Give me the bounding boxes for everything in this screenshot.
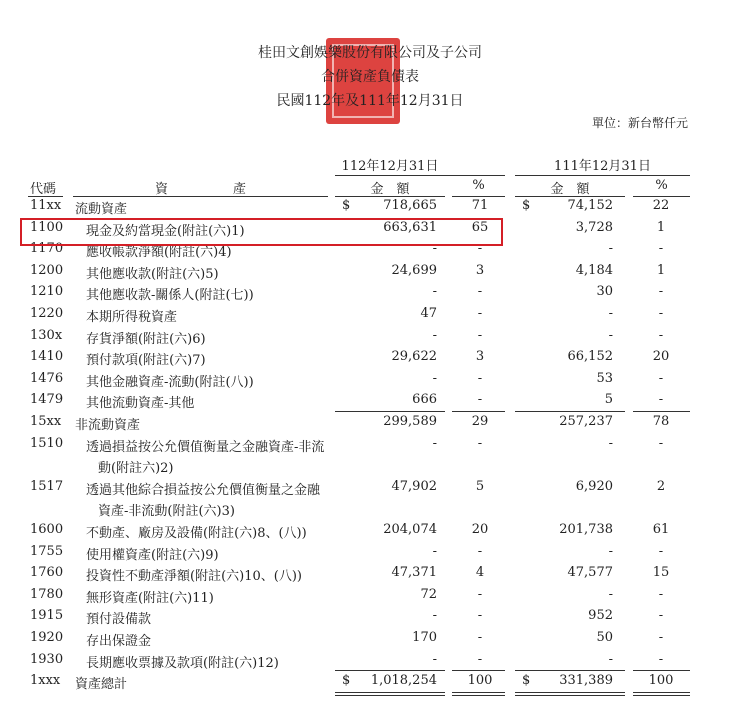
amount-112: 47,902 [391, 478, 437, 494]
percent-111: - [658, 306, 664, 321]
row-label: 透過其他綜合損益按公允價值衡量之金融 [86, 482, 321, 498]
percent-112: 3 [475, 262, 485, 278]
percent-111: - [658, 608, 664, 624]
percent-111: - [658, 651, 664, 667]
percent-112: - [477, 327, 483, 343]
row-code: 1200 [30, 262, 64, 278]
row-code: 1210 [30, 284, 64, 300]
percent-111: - [658, 630, 664, 645]
percent-112: - [477, 608, 483, 624]
unit-label: 單位：新台幣仟元 [591, 116, 688, 130]
percent-111: - [658, 435, 664, 451]
percent-111: - [658, 586, 664, 602]
amount-112: - [432, 608, 437, 624]
row-label: 流動資產 [75, 202, 128, 217]
amount-112: - [432, 327, 437, 343]
period1-header: 112年12月31日 [341, 159, 439, 174]
amount-111: 6,920 [575, 478, 613, 494]
amount-112: 170 [412, 630, 437, 645]
company-name: 桂田文創娛樂股份有限公司及子公司 [258, 45, 482, 61]
currency-symbol: $ [522, 673, 531, 689]
percent-111: - [658, 284, 664, 300]
percent-112: 20 [471, 522, 489, 537]
percent-112: 100 [467, 673, 493, 689]
percent-112: - [477, 241, 483, 257]
assets-header-right: 產 [233, 182, 247, 197]
amount-111: - [608, 435, 613, 451]
percent-111: 22 [652, 198, 670, 213]
percent-112: - [477, 630, 483, 645]
amount-112: 1,018,254 [370, 673, 437, 689]
row-label: 無形資產(附註(六)11) [86, 590, 214, 606]
row-code: 1220 [30, 306, 64, 321]
row-label: 透過損益按公允價值衡量之金融資產-非流 [86, 439, 325, 455]
row-code: 15xx [30, 414, 62, 429]
percent-112: 4 [475, 565, 485, 581]
percent-111: 1 [656, 262, 666, 278]
percent-112: - [477, 543, 483, 559]
row-code: 130x [30, 327, 63, 343]
percent-111: - [658, 543, 664, 559]
row-label: 現金及約當現金(附註(六)1) [86, 223, 245, 239]
percent-111: - [658, 370, 664, 386]
percent-header-2: % [655, 178, 668, 193]
amount-112: 72 [420, 586, 437, 602]
percent-111: 100 [648, 673, 674, 689]
amount-111: 30 [596, 284, 613, 300]
percent-111: 61 [652, 522, 670, 537]
amount-111: 50 [596, 630, 613, 645]
row-label: 預付款項(附註(六)7) [86, 353, 206, 369]
code-header: 代碼 [30, 182, 57, 197]
row-code: 11xx [30, 198, 62, 213]
amount-111: 952 [588, 608, 613, 624]
amount-111: - [608, 241, 613, 257]
period2-header: 111年12月31日 [554, 159, 651, 174]
percent-111: - [658, 241, 664, 257]
row-label: 本期所得稅資產 [86, 310, 178, 325]
row-code: 1479 [30, 392, 64, 408]
statement-date: 民國112年及111年12月31日 [276, 93, 464, 109]
percent-112: 3 [475, 349, 485, 365]
statement-title: 合併資產負債表 [321, 69, 419, 85]
percent-111: 2 [656, 478, 666, 494]
row-label: 使用權資產(附註(六)9) [86, 547, 219, 563]
amount-112: - [432, 284, 437, 300]
amount-111: - [608, 651, 613, 667]
amount-111: 74,152 [567, 198, 613, 213]
percent-111: 1 [656, 219, 666, 235]
row-label: 其他應收款-關係人(附註(七)) [86, 288, 254, 304]
row-label: 其他流動資產-其他 [86, 396, 195, 412]
row-code: 1476 [30, 370, 64, 386]
row-code: 1170 [30, 241, 64, 257]
currency-symbol: $ [522, 198, 531, 213]
currency-symbol: $ [342, 673, 351, 689]
row-label: 資產-非流動(附註(六)3) [98, 504, 235, 520]
row-label: 存貨淨額(附註(六)6) [86, 331, 206, 347]
amount-112: - [432, 370, 437, 386]
amount-111: - [608, 327, 613, 343]
row-code: 1517 [30, 478, 64, 494]
row-code: 1755 [30, 543, 64, 559]
amount-111: 257,237 [559, 414, 613, 429]
amount-111: 5 [604, 392, 613, 408]
amount-header-1: 金 額 [370, 182, 410, 197]
amount-112: 299,589 [383, 414, 437, 429]
amount-112: 24,699 [391, 262, 437, 278]
percent-112: - [477, 370, 483, 386]
row-code: 1410 [30, 349, 64, 365]
amount-111: 201,738 [559, 522, 613, 537]
currency-symbol: $ [342, 198, 351, 213]
percent-112: 5 [475, 478, 485, 494]
amount-111: 331,389 [559, 673, 613, 689]
row-code: 1780 [30, 586, 64, 602]
amount-111: - [608, 306, 613, 321]
row-label: 不動產、廠房及設備(附註(六)8、(八)) [86, 526, 307, 541]
amount-111: 66,152 [567, 349, 613, 365]
percent-112: - [477, 392, 483, 408]
percent-112: - [477, 651, 483, 667]
percent-111: - [658, 392, 664, 408]
row-label: 預付設備款 [86, 612, 152, 628]
amount-header-2: 金 額 [550, 182, 590, 197]
amount-112: - [432, 435, 437, 451]
amount-111: 4,184 [575, 262, 613, 278]
percent-112: 71 [471, 198, 489, 213]
percent-111: 15 [652, 565, 670, 581]
assets-header-left: 資 [155, 182, 169, 197]
amount-112: 204,074 [383, 522, 437, 537]
row-label: 投資性不動產淨額(附註(六)10、(八)) [86, 569, 302, 585]
amount-112: 663,631 [383, 219, 437, 235]
row-label: 應收帳款淨額(附註(六)4) [86, 245, 232, 261]
amount-111: - [608, 543, 613, 559]
amount-111: 3,728 [575, 219, 613, 235]
row-label: 長期應收票據及款項(附註(六)12) [86, 655, 279, 671]
percent-112: - [477, 284, 483, 300]
row-code: 1100 [30, 219, 64, 235]
highlight-box [20, 218, 503, 246]
amount-111: 53 [596, 370, 613, 386]
amount-112: 666 [412, 392, 437, 408]
amount-112: - [432, 241, 437, 257]
percent-111: 20 [652, 349, 670, 365]
row-label: 其他金融資產-流動(附註(八)) [86, 374, 254, 390]
amount-112: 718,665 [383, 198, 437, 213]
row-label: 存出保證金 [86, 634, 152, 649]
percent-112: 29 [471, 414, 489, 429]
row-code: 1915 [30, 608, 64, 624]
row-code: 1920 [30, 630, 64, 645]
row-label: 其他應收款(附註(六)5) [86, 266, 219, 282]
amount-111: - [608, 586, 613, 602]
percent-112: - [477, 435, 483, 451]
percent-112: - [477, 306, 483, 321]
percent-112: 65 [471, 219, 489, 235]
amount-111: 47,577 [567, 565, 613, 581]
row-code: 1930 [30, 651, 64, 667]
amount-112: - [432, 651, 437, 667]
percent-header-1: % [472, 178, 485, 193]
amount-112: 29,622 [391, 349, 437, 365]
amount-112: 47 [420, 306, 437, 321]
percent-112: - [477, 586, 483, 602]
row-code: 1xxx [30, 673, 61, 689]
percent-111: - [658, 327, 664, 343]
row-code: 1510 [30, 435, 64, 451]
row-code: 1600 [30, 522, 64, 537]
amount-112: 47,371 [391, 565, 437, 581]
row-label: 資產總計 [75, 677, 128, 693]
row-label: 非流動資產 [75, 418, 141, 433]
row-code: 1760 [30, 565, 64, 581]
amount-112: - [432, 543, 437, 559]
percent-111: 78 [652, 414, 670, 429]
row-label: 動(附註六)2) [98, 461, 174, 477]
